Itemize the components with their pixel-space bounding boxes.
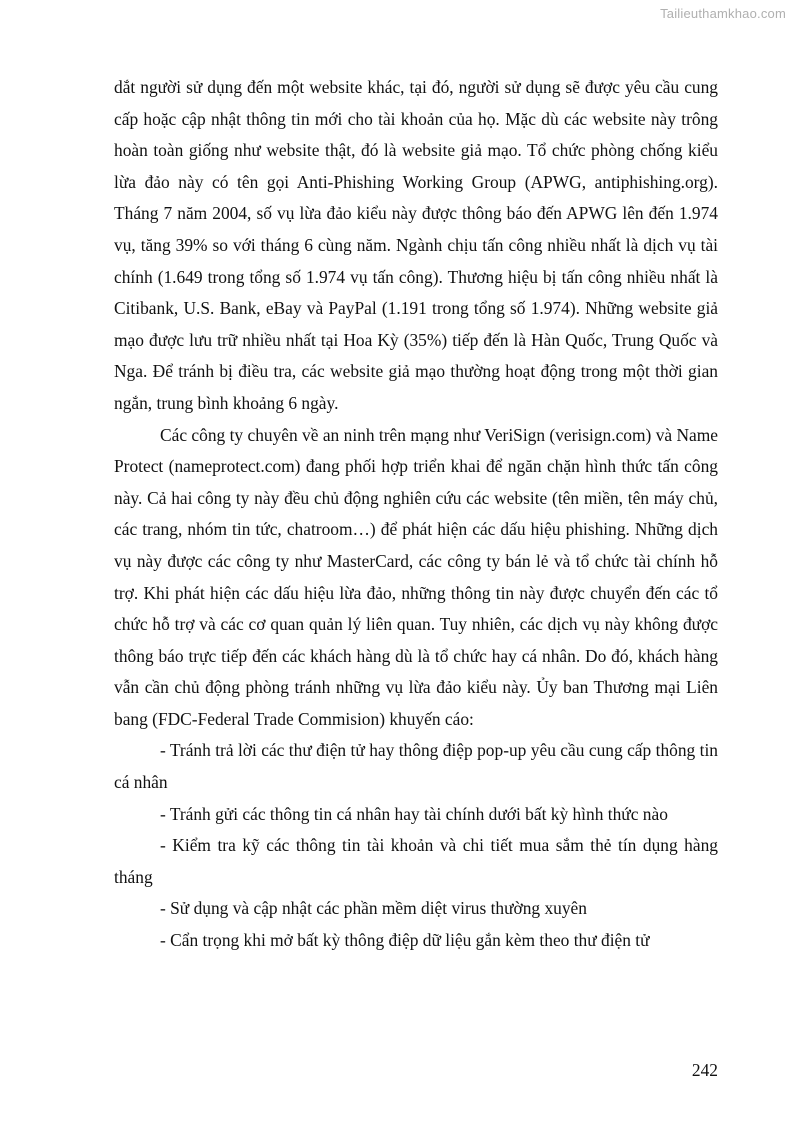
paragraph-security-companies: Các công ty chuyên về an ninh trên mạng như VeriSign (verisign.com) và Name Protect (nameprotect.com) đang phối hợp triển khai để ngăn chặn hình thức tấn công này. Cả hai công ty này đều chủ động nghiên cứu các website (tên miền, tên máy chủ, các trang, nhóm tin tức, chatroom…) để phát hiện các dấu hiệu phishing. Những dịch vụ này được các công ty như MasterCard, các công ty bán lẻ và tổ chức tài chính hỗ trợ. Khi phát hiện các dấu hiệu lừa đảo, những thông tin này được chuyển đến các tổ chức hỗ trợ và các cơ quan quản lý liên quan. Tuy nhiên, các dịch vụ này không được thông báo trực tiếp đến các khách hàng dù là tổ chức hay cá nhân. Do đó, khách hàng vẫn cần chủ động phòng tránh những vụ lừa đảo kiểu này. Ủy ban Thương mại Liên bang (FDC-Federal Trade Commision) khuyến cáo: <box>114 424 718 729</box>
page-body <box>114 72 718 957</box>
paragraph-phishing-stats: dắt người sử dụng đến một website khác, tại đó, người sử dụng sẽ được yêu cầu cung cấp hoặc cập nhật thông tin mới cho tài khoản của họ. Mặc dù các website này trông hoàn toàn giống như website thật, đó là website giả mạo. Tổ chức phòng chống kiểu lừa đảo này có tên gọi Anti-Phishing Working Group (APWG, antiphishing.org). Tháng 7 năm 2004, số vụ lừa đảo kiểu này được thông báo đến APWG lên đến 1.974 vụ, tăng 39% so với tháng 6 cùng năm. Ngành chịu tấn công nhiều nhất là dịch vụ tài chính (1.649 trong tổng số 1.974 vụ tấn công). Thương hiệu bị tấn công nhiều nhất là Citibank, U.S. Bank, eBay và PayPal (1.191 trong tổng số 1.974). Những website giả mạo được lưu trữ nhiều nhất tại Hoa Kỳ (35%) tiếp đến là Hàn Quốc, Trung Quốc và Nga. Để tránh bị điều tra, các website giả mạo thường hoạt động trong một thời gian ngắn, trung bình khoảng 6 ngày. <box>114 77 718 413</box>
list-item-avoid-reply: - Tránh trả lời các thư điện tử hay thông điệp pop-up yêu cầu cung cấp thông tin cá nhân <box>114 740 718 793</box>
watermark: Tailieuthamkhao.com <box>660 6 786 21</box>
list-item-antivirus: - Sử dụng và cập nhật các phần mềm diệt virus thường xuyên <box>160 898 587 919</box>
list-item-check-accounts: - Kiểm tra kỹ các thông tin tài khoản và chi tiết mua sắm thẻ tín dụng hàng tháng <box>114 835 718 887</box>
page-number: 242 <box>691 1060 718 1080</box>
list-item-avoid-sending: - Tránh gửi các thông tin cá nhân hay tài chính dưới bất kỳ hình thức nào <box>160 803 668 824</box>
list-item-attachments: - Cẩn trọng khi mở bất kỳ thông điệp dữ liệu gắn kèm theo thư điện tử <box>160 930 650 951</box>
